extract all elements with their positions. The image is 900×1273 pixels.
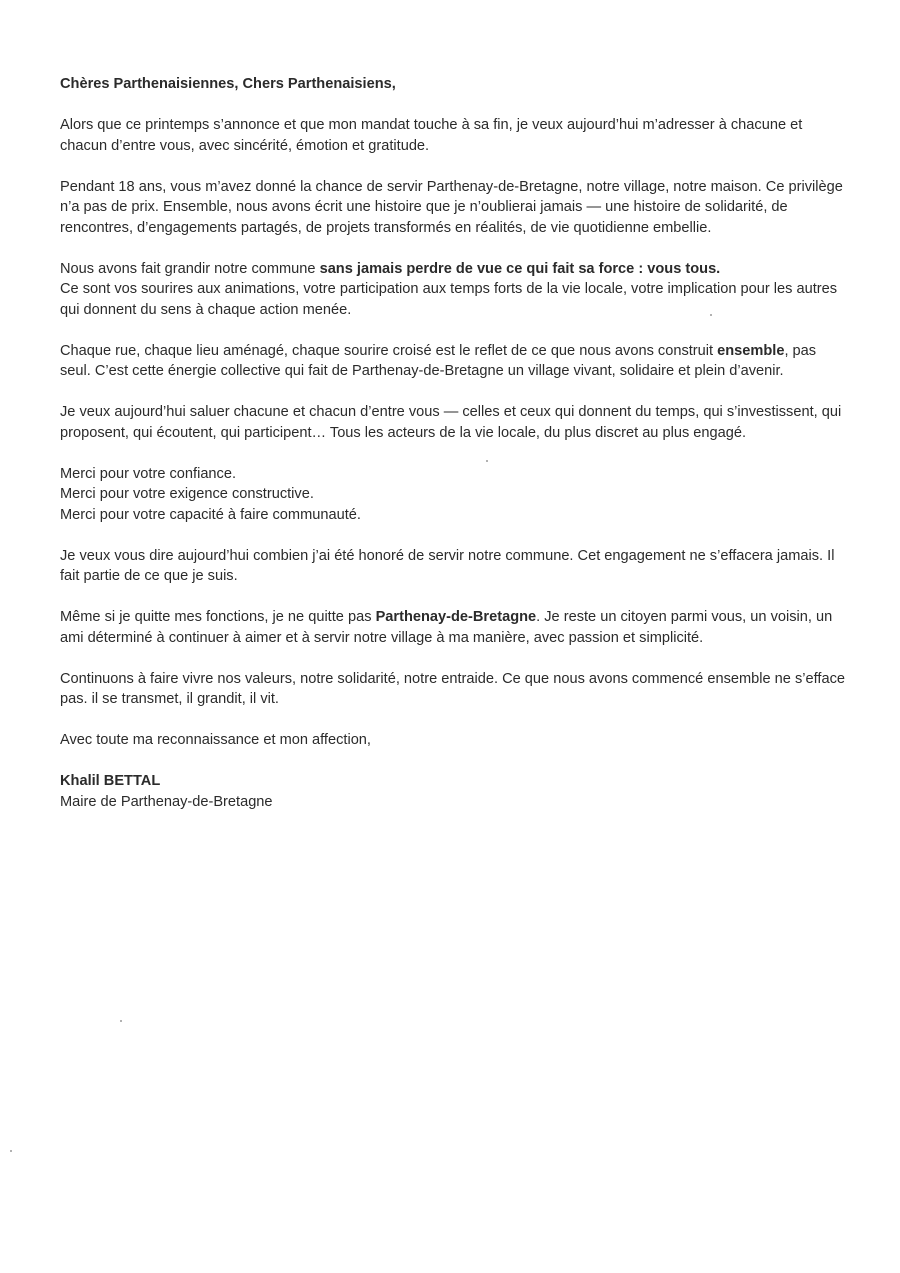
paragraph-ensemble bbox=[60, 341, 850, 382]
paragraph-staying-bold: Parthenay-de-Bretagne bbox=[375, 609, 537, 625]
scan-speck bbox=[120, 1020, 122, 1022]
paragraph-staying bbox=[60, 607, 850, 648]
paragraph-commune-start: Nous avons fait grandir notre commune bbox=[60, 260, 320, 277]
signature-name: Khalil BETTAL bbox=[60, 773, 161, 789]
paragraph-salute: Je veux aujourd’hui saluer chacune et chacun d’entre vous — celles et ceux qui donnent du temps, qui s’investissent, qui proposent, qui écoutent, qui participent… Tous les acteurs de la vie locale, du plus discret au plus engagé. bbox=[60, 404, 842, 441]
paragraph-staying-end: . Je reste un citoyen parmi vous, un voisin, un ami déterminé à continuer à aimer et à servir notre village à ma manière, avec passion et simplicité. bbox=[60, 609, 833, 646]
signature-title: Maire de Parthenay-de-Bretagne bbox=[60, 793, 273, 810]
paragraph-commune-end: Ce sont vos sourires aux animations, votre participation aux temps forts de la vie locale, votre implication pour les autres qui donnent du sens à chaque action menée. bbox=[60, 281, 838, 318]
thanks-line: Merci pour votre exigence constructive. bbox=[60, 486, 314, 502]
paragraph-ensemble-end: , pas seul. C’est cette énergie collective qui fait de Parthenay-de-Bretagne un village vivant, solidaire et plein d’avenir. bbox=[60, 342, 817, 379]
scan-speck bbox=[10, 1150, 12, 1152]
paragraph-ensemble-start: Chaque rue, chaque lieu aménagé, chaque sourire croisé est le reflet de ce que nous avons construit bbox=[60, 342, 718, 359]
paragraph-commune-bold: sans jamais perdre de vue ce qui fait sa force : vous tous. bbox=[319, 260, 721, 277]
signature bbox=[60, 771, 850, 812]
paragraph-values: Continuons à faire vivre nos valeurs, notre solidarité, notre entraide. Ce que nous avons commencé ensemble ne s’efface pas. il se transmet, il grandit, il vit. bbox=[60, 670, 845, 707]
paragraph-eighteen-years: Pendant 18 ans, vous m’avez donné la chance de servir Parthenay-de-Bretagne, notre village, notre maison. Ce privilège n’a pas de prix. Ensemble, nous avons écrit une histoire que je n’oublierai jamais — une histoire de solidarité, de rencontres, d’engagements partagés, de projets transformés en réalités, de vie quotidienne embellie. bbox=[60, 178, 843, 236]
scan-speck bbox=[710, 314, 712, 316]
scan-speck bbox=[486, 460, 488, 462]
letter-body bbox=[60, 74, 850, 833]
thanks-line: Merci pour votre capacité à faire communauté. bbox=[60, 506, 361, 523]
thanks-block bbox=[60, 464, 850, 526]
closing: Avec toute ma reconnaissance et mon affection, bbox=[60, 732, 371, 748]
paragraph-intro: Alors que ce printemps s’annonce et que mon mandat touche à sa fin, je veux aujourd’hui m’adresser à chacune et chacun d’entre vous, avec sincérité, émotion et gratitude. bbox=[60, 117, 803, 154]
thanks-line: Merci pour votre confiance. bbox=[60, 465, 237, 482]
paragraph-honored: Je veux vous dire aujourd’hui combien j’ai été honoré de servir notre commune. Cet engagement ne s’effacera jamais. Il fait partie de ce que je suis. bbox=[60, 547, 835, 584]
greeting: Chères Parthenaisiennes, Chers Parthenaisiens, bbox=[60, 76, 396, 92]
paragraph-ensemble-bold: ensemble bbox=[717, 342, 785, 359]
paragraph-commune bbox=[60, 259, 850, 321]
paragraph-staying-start: Même si je quitte mes fonctions, je ne quitte pas bbox=[60, 609, 376, 625]
